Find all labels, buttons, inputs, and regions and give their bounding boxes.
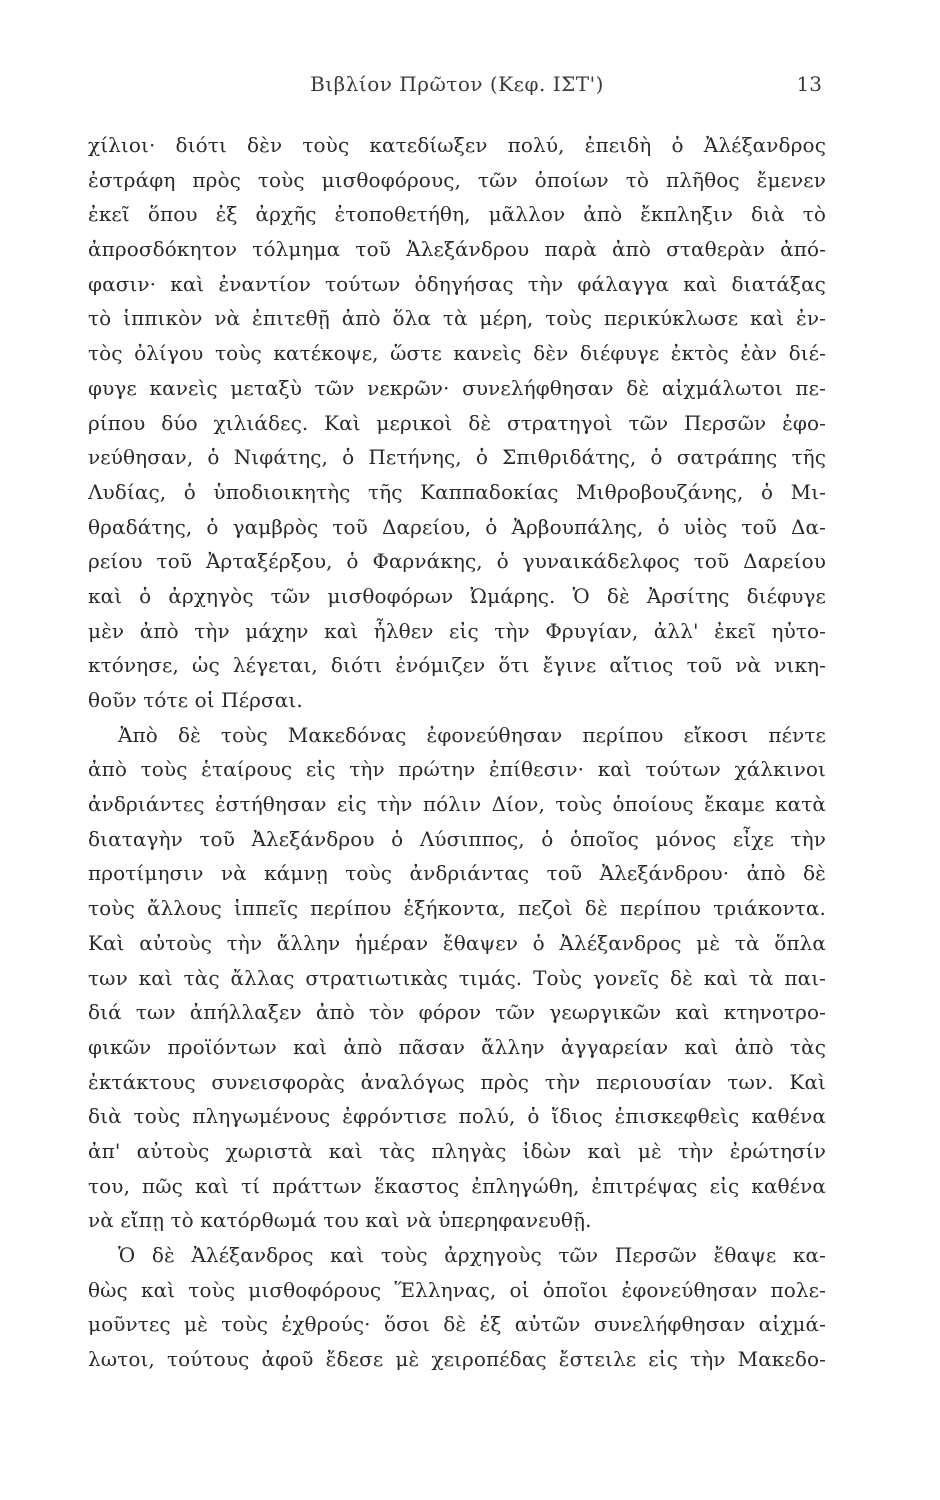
text-line: Καὶ αὐτοὺς τὴν ἄλλην ἡμέραν ἔθαψεν ὁ Ἀλέξανδρος μὲ τὰ ὅπλα bbox=[88, 930, 826, 955]
text-line: προτίμησιν νὰ κάμνῃ τοὺς ἀνδριάντας τοῦ Ἀλεξάνδρου· ἀπὸ δὲ bbox=[88, 861, 826, 886]
paragraph-start-line: Ἀπὸ δὲ τοὺς Μακεδόνας ἐφονεύθησαν περίπου εἴκοσι πέντε bbox=[118, 722, 826, 747]
text-line: διά των ἀπήλλαξεν ἀπὸ τὸν φόρον τῶν γεωργικῶν καὶ κτηνοτρο- bbox=[88, 1000, 826, 1025]
text-line: ρίπου δύο χιλιάδες. Καὶ μερικοὶ δὲ στρατηγοὶ τῶν Περσῶν ἐφο- bbox=[88, 410, 826, 435]
text-line: λωτοι, τούτους ἀφοῦ ἔδεσε μὲ χειροπέδας ἔστειλε εἰς τὴν Μακεδο- bbox=[88, 1347, 826, 1372]
text-line: φασιν· καὶ ἐναντίον τούτων ὁδηγήσας τὴν φάλαγγα καὶ διατάξας bbox=[88, 271, 826, 296]
text-line: τοὺς ἄλλους ἱππεῖς περίπου ἑξήκοντα, πεζοὶ δὲ περίπου τριάκοντα. bbox=[88, 896, 826, 921]
text-line: ρείου τοῦ Ἀρταξέρξου, ὁ Φαρνάκης, ὁ γυναικάδελφος τοῦ Δαρείου bbox=[88, 549, 826, 574]
text-line: φυγε κανεὶς μεταξὺ τῶν νεκρῶν· συνελήφθησαν δὲ αἰχμάλωτοι πε- bbox=[88, 375, 826, 400]
text-line: μὲν ἀπὸ τὴν μάχην καὶ ἦλθεν εἰς τὴν Φρυγίαν, ἀλλ' ἐκεῖ ηὐτο- bbox=[88, 618, 826, 643]
text-line: κτόνησε, ὡς λέγεται, διότι ἐνόμιζεν ὅτι ἔγινε αἴτιος τοῦ νὰ νικη- bbox=[88, 653, 826, 678]
text-line: διὰ τοὺς πληγωμένους ἐφρόντισε πολύ, ὁ ἴδιος ἐπισκεφθεὶς καθένα bbox=[88, 1104, 826, 1129]
text-line: φικῶν προϊόντων καὶ ἀπὸ πᾶσαν ἄλλην ἀγγαρείαν καὶ ἀπὸ τὰς bbox=[88, 1034, 826, 1059]
page-number: 13 bbox=[796, 72, 822, 96]
text-line: τὸ ἱππικὸν νὰ ἐπιτεθῇ ἀπὸ ὅλα τὰ μέρη, τοὺς περικύκλωσε καὶ ἐν- bbox=[88, 306, 826, 331]
running-title: Βιβλίον Πρῶτον (Κεφ. ΙΣΤ') bbox=[310, 72, 604, 96]
text-line: ἐστράφη πρὸς τοὺς μισθοφόρους, τῶν ὁποίων τὸ πλῆθος ἔμενεν bbox=[88, 167, 826, 192]
text-line: μοῦντες μὲ τοὺς ἐχθρούς· ὅσοι δὲ ἐξ αὐτῶν συνελήφθησαν αἰχμά- bbox=[88, 1312, 826, 1337]
text-line: θραδάτης, ὁ γαμβρὸς τοῦ Δαρείου, ὁ Ἀρβουπάλης, ὁ υἱὸς τοῦ Δα- bbox=[88, 514, 826, 539]
text-line: ἀπὸ τοὺς ἑταίρους εἰς τὴν πρώτην ἐπίθεσιν· καὶ τούτων χάλκινοι bbox=[88, 757, 826, 782]
text-line: ἀπροσδόκητον τόλμημα τοῦ Ἀλεξάνδρου παρὰ ἀπὸ σταθερὰν ἀπό- bbox=[88, 237, 826, 262]
text-line: Λυδίας, ὁ ὑποδιοικητὴς τῆς Καππαδοκίας Μιθροβουζάνης, ὁ Μι- bbox=[88, 479, 826, 504]
text-line: ἀπ' αὐτοὺς χωριστὰ καὶ τὰς πληγὰς ἰδὼν καὶ μὲ τὴν ἐρώτησίν bbox=[88, 1138, 826, 1163]
text-line: των καὶ τὰς ἄλλας στρατιωτικὰς τιμάς. Τοὺς γονεῖς δὲ καὶ τὰ παι- bbox=[88, 965, 826, 990]
text-line: νεύθησαν, ὁ Νιφάτης, ὁ Πετήνης, ὁ Σπιθριδάτης, ὁ σατράπης τῆς bbox=[88, 445, 826, 470]
paragraph-end-line: θοῦν τότε οἱ Πέρσαι. bbox=[88, 688, 303, 712]
text-line: ἐκεῖ ὅπου ἐξ ἀρχῆς ἐτοποθετήθη, μᾶλλον ἀπὸ ἔκπληξιν διὰ τὸ bbox=[88, 202, 826, 227]
text-line: του, πῶς καὶ τί πράττων ἕκαστος ἐπληγώθη, ἐπιτρέψας εἰς καθένα bbox=[88, 1173, 826, 1198]
text-line: τὸς ὀλίγου τοὺς κατέκοψε, ὥστε κανεὶς δὲν διέφυγε ἐκτὸς ἐὰν διέ- bbox=[88, 341, 826, 366]
text-line: καὶ ὁ ἀρχηγὸς τῶν μισθοφόρων Ὠμάρης. Ὁ δὲ Ἀρσίτης διέφυγε bbox=[88, 583, 826, 608]
paragraph-end-line: νὰ εἴπῃ τὸ κατόρθωμά του καὶ νὰ ὑπερηφανευθῇ. bbox=[88, 1208, 592, 1233]
paragraph-start-line: Ὁ δὲ Ἀλέξανδρος καὶ τοὺς ἀρχηγοὺς τῶν Περσῶν ἔθαψε κα- bbox=[118, 1243, 826, 1267]
text-line: διαταγὴν τοῦ Ἀλεξάνδρου ὁ Λύσιππος, ὁ ὁποῖος μόνος εἶχε τὴν bbox=[88, 826, 826, 851]
text-line: ἐκτάκτους συνεισφορὰς ἀναλόγως πρὸς τὴν περιουσίαν των. Καὶ bbox=[88, 1069, 826, 1094]
text-line: θὼς καὶ τοὺς μισθοφόρους Ἕλληνας, οἱ ὁποῖοι ἐφονεύθησαν πολε- bbox=[88, 1277, 826, 1302]
text-line: χίλιοι· διότι δὲν τοὺς κατεδίωξεν πολύ, ἐπειδὴ ὁ Ἀλέξανδρος bbox=[88, 133, 826, 157]
text-line: ἀνδριάντες ἐστήθησαν εἰς τὴν πόλιν Δίον, τοὺς ὁποίους ἔκαμε κατὰ bbox=[88, 792, 826, 817]
body-text bbox=[88, 128, 826, 1377]
page-header bbox=[92, 72, 822, 104]
